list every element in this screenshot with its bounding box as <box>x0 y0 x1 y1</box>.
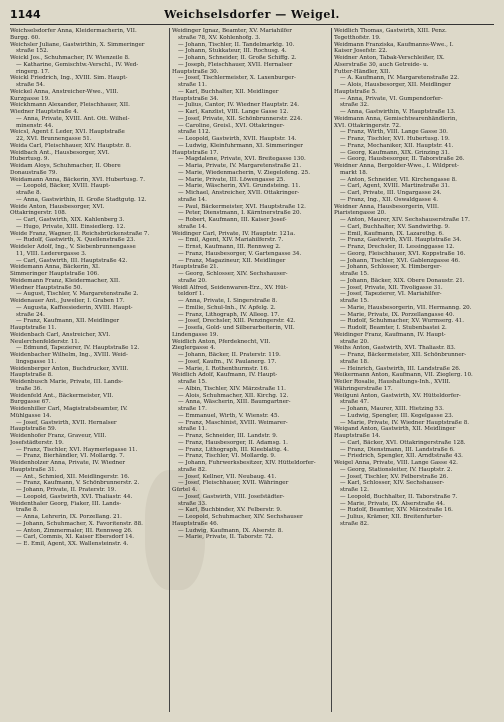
directory-entry: — Carl, Gastwirth, XIX. Kahlenberg 3. <box>16 217 125 223</box>
directory-entry: Weidlich Thomas, Gastwirth, XIII. Penz. <box>334 28 447 34</box>
directory-entry: — Emil, Agent, XIV. Mariahilferstr. 7. <box>178 237 284 244</box>
directory-entry: Weidner Anna, Hausbesorgerin, VIII. <box>334 203 439 210</box>
directory-entry: straße 14. <box>178 196 207 203</box>
directory-entry: — Franz, Kaufmann, V. Schönbrunnerstr. 2. <box>16 480 140 487</box>
directory-entry: — Johann, Bäcker, II. Praterstr. 119. <box>178 352 281 358</box>
directory-entry: Weidlich Adolf, Kaufmann, IV. Haupt- <box>172 372 278 379</box>
directory-entry: — Franz, Hausbesorger, V. Gartengasse 34. <box>178 250 302 257</box>
directory-entry: Alserstraße 30, auch Getreide- u. <box>334 61 429 68</box>
directory-entry: Weidemann Franz, Kleidermacher, XII. <box>10 277 121 284</box>
directory-entry: — Ludwig, Kleinfuhrmann, XI. Simmeringer <box>178 142 303 149</box>
directory-entry: Weidenbach Carl, Anstreicher, XVI. <box>10 331 111 338</box>
directory-entry: minenstr. 44. <box>16 122 54 129</box>
directory-entry: — Josef, Drechsler, XIII. Penzingerstr. 42. <box>178 318 296 325</box>
directory-entry: Weide Anton, Hausbesorger, XVI. <box>10 203 105 210</box>
directory-entry: Hauptstraße 17. <box>172 149 219 156</box>
directory-entry: Weidner Anton, Tabak-Verschleißer, IX. <box>334 55 445 61</box>
directory-entry: — Franz, Mechaniker, XII. Hauptstr. 41. <box>340 142 454 149</box>
directory-entry: Weidmann Anna, Gemischtwarenhändlerin, <box>334 115 458 122</box>
directory-entry: Hauptstraße 30. <box>172 68 219 75</box>
directory-entry: Weidenhiller Carl, Magistratsbeamter, IV. <box>10 406 128 412</box>
directory-entry: Hauptstraße 31. <box>10 466 57 473</box>
directory-entry: Weichselsdorfer Anna, Kleidermacherin, VII. <box>10 28 137 34</box>
directory-entry: — Marie, I. Rothenthurmstr. 16. <box>178 365 269 372</box>
directory-entry: — Caroline, Greisl., XVI. Ottakringer- <box>178 122 285 129</box>
directory-entry: — Marie, Private, II. Taborstr. 72. <box>178 534 274 541</box>
directory-entry: straße 14. <box>178 223 207 230</box>
directory-entry: Neulerchenfelderstr. 11. <box>10 338 80 345</box>
directory-entry: Zieglergasse 4. <box>172 345 216 352</box>
directory-entry: — Alois, Schuhmacher, XII. Kirchg. 12. <box>178 392 289 399</box>
directory-entry: — Johann, Private, II. Praterstr. 19. <box>16 487 117 493</box>
directory-entry: Weickel Anna, Anstreicher-Wwe., VIII. <box>10 88 119 95</box>
directory-column-1 <box>10 28 168 712</box>
directory-entry: — Franz, Bäckermeister, XII. Schönbrunner- <box>340 352 467 358</box>
directory-entry: — Franz, Bierhändler, VI. Mollardg. 7. <box>16 453 125 460</box>
directory-entry: markt 18. <box>340 169 368 176</box>
directory-entry: — Carl, Bäcker, XVI. Ottakringerstraße 128. <box>340 439 466 446</box>
directory-entry: Weida Carl, Fleischhauer, XIV. Hauptstr. 8. <box>10 142 132 149</box>
directory-entry: Weidbach Ant., Hausbesorger, XVI. <box>10 149 110 156</box>
directory-entry: Weidenberger Anton, Buchdrucker, XVIII. <box>10 365 129 372</box>
directory-entry: — E. Emil, Agent, XX. Wallensteinstr. 4. <box>16 541 129 547</box>
directory-entry: — Carl, Commis, XI. Kaiser Ebersdorf 14. <box>16 534 135 541</box>
directory-entry: — Josef, Private, XII. Tivoligasse 31. <box>340 284 443 291</box>
directory-entry: Kaiser Josefstr. 22. <box>334 48 388 55</box>
directory-entry: straße 54. <box>16 82 45 88</box>
directory-column-2 <box>172 28 330 712</box>
directory-entry: straße 24. <box>16 311 45 318</box>
directory-entry: — Georg, Schlosser, XIV. Sechshauser- <box>178 271 288 277</box>
column-rule <box>169 28 170 712</box>
directory-entry: — Johann, Schuhmacher, X. Favoritenstr. 88. <box>16 520 143 527</box>
directory-entry: — Franz, Lithograph, III. Kleeblattg. 4. <box>178 446 289 453</box>
directory-entry: Weickl Jos., Schuhmacher, IV. Wienzeile 8. <box>10 55 130 61</box>
directory-entry: — Anton, Schneider, VII. Kirchengasse 8. <box>340 176 457 183</box>
directory-entry: — Marie, Private, III. Löwengasse 25. <box>178 176 286 183</box>
directory-entry: Burggasse 67. <box>10 399 51 406</box>
directory-entry: Weidam Aloys, Schuhmacher, II. Obere <box>10 163 121 169</box>
directory-entry: — Josef, Private, XII. Schönbrunnerstr. 224. <box>178 115 303 122</box>
directory-entry: — Johann, Bäcker, XIX. Obere Donaustr. 21. <box>340 277 465 284</box>
directory-column-3 <box>334 28 494 712</box>
directory-entry: — Katharine, Gemischtw.-Verschl., IV. Wed- <box>16 61 139 68</box>
directory-entry: — Johann, Schneider, II. Große Schiffg. 2. <box>178 55 297 61</box>
directory-entry: — Georg, Hausbesorger, II. Taborstraße 26. <box>340 156 465 163</box>
directory-entry: Weidenholzer Anna, Private, IV. Wiedner <box>10 460 126 466</box>
directory-entry: Währingerstraße 17. <box>334 385 393 392</box>
directory-entry: traße 8. <box>16 507 39 514</box>
directory-entry: lingsgasse 11. <box>16 358 57 365</box>
directory-entry: Hauptstraße 34. <box>172 95 219 102</box>
directory-entry: Lindengasse 19. <box>172 331 219 338</box>
directory-entry: — Josef, Tischler, XV. Felberstraße 26. <box>340 473 449 480</box>
directory-entry: ringerg. 17. <box>16 68 50 75</box>
directory-entry: — Georg, Fleischhauer, XVI. Koppstraße 16. <box>340 250 466 257</box>
directory-entry: — Peter, Dienstmann, I. Kärntnerstraße 20. <box>178 210 302 217</box>
directory-entry: — Magdalene, Private, XVI. Breitegasse 130. <box>178 156 306 163</box>
directory-entry: Hubertusg. 9. <box>10 156 50 163</box>
directory-entry: — Josef, Gastwirth, VIII. Josefstädter- <box>178 493 285 500</box>
directory-entry: Weidenbusch Marie, Private, III. Lands- <box>10 379 123 385</box>
directory-entry: straße 11. <box>178 426 207 433</box>
directory-entry: — Emilie, Schul-Inh., IV. Apfelg. 2. <box>178 304 276 311</box>
directory-entry: — Johann, Schlosser, X. Himberger- <box>340 264 442 271</box>
directory-entry: Weidinger Ignaz, Beamter, XV. Mariahilfer <box>172 28 292 34</box>
directory-entry: — Marie, Private, IV. Wiedner Hauptstraße 8. <box>340 419 470 426</box>
directory-entry: Burgg. 60. <box>10 34 41 41</box>
directory-entry: straße 20. <box>340 338 369 345</box>
directory-entry: — Josef, Tapezierer, VI. Mariahilfer- <box>340 291 442 298</box>
directory-entry: straße 82. <box>178 466 207 473</box>
directory-entry: — August, Tischler, V. Margaretenstraße 2. <box>16 291 139 298</box>
directory-entry: — Leopold, Gastwirth, XVI. Thaliastr. 44. <box>16 493 133 500</box>
directory-entry: Hauptstraße 46. <box>172 520 219 527</box>
page-header <box>10 8 494 25</box>
directory-entry: Weichsler Juliane, Gastwirthin, X. Simmeringer <box>10 41 145 48</box>
directory-entry: straße 11. <box>178 82 207 88</box>
directory-entry: — Carl, Agent, XVIII. Martinstraße 31. <box>340 183 450 190</box>
directory-entry: — Leopold, Schuhmacher, XIV. Sechshauser <box>178 514 303 520</box>
directory-entry: — Carl, Gastwirth, III. Hauptstraße 42. <box>16 257 128 264</box>
directory-entry: — Emil, Kaufmann, IX. Lazarethg. 6. <box>340 230 444 237</box>
directory-entry: — Carl, Buchhalter, XV. Sandwirthg. 9. <box>340 223 450 230</box>
directory-entry: — Georg, Stationsleiter, IV. Hauptstr. 2. <box>340 466 453 473</box>
directory-entry: Kurzgasse 19. <box>10 95 50 102</box>
directory-entry: — Johann, Tischler, II. Tandelmarktg. 10. <box>178 41 295 48</box>
directory-entry: Mühlgasse 14. <box>10 412 52 419</box>
directory-entry: straße 112. <box>178 129 211 136</box>
directory-entry: Weidemann Anna, Bäckerin, XI. <box>10 264 100 271</box>
directory-entry: — Josef, Fleischhauer, XVII. Währinger <box>178 480 289 487</box>
directory-entry: — Anna, Private, I. Singerstraße 8. <box>178 298 278 304</box>
directory-entry: Tegetthofstr. 19. <box>334 34 381 41</box>
directory-entry: — Josef, Tischlermeister, X. Laxenburger- <box>178 75 296 82</box>
directory-entry: straße 152. <box>16 48 49 55</box>
directory-entry: — Johann, Stukkateur, III. Rochusg. 4. <box>178 48 287 55</box>
directory-entry: Weidenbacher Wilhelm, Ing., XVIII. Weid- <box>10 352 128 358</box>
directory-entry: — Marie, Hausbesorgerin, VII. Hermanng. 20. <box>340 304 472 311</box>
directory-entry: — Josef, Kaufm., IV. Paulanerg. 17. <box>178 358 277 365</box>
directory-entry: — Johann, Maurer, XIII. Hietzing 53. <box>340 406 444 412</box>
running-head: Weichselsdorfer — Weigel. <box>164 8 340 21</box>
directory-entry: — Hugo, Private, XIII. Einsiedlerg. 12. <box>16 223 126 230</box>
directory-entry: 22, XVI. Brunnengasse 51. <box>16 136 92 142</box>
directory-entry: Piaristengasse 20. <box>334 210 387 217</box>
directory-entry: Weidlich Anton, Pferdeknecht, VII. <box>172 338 271 345</box>
directory-entry: Weicsl, Agent f. Leder, XVI. Hauptstraße <box>10 129 125 136</box>
directory-entry: — Johann, Fuhrwerksbesitzer, XIV. Hütteldorfer- <box>178 460 316 466</box>
directory-entry: — Emmanuel, Wirth, V. Wienstr. 45. <box>178 412 280 419</box>
directory-entry: Weideler Adolf, Ing., V. Siebenbrunnengasse <box>10 244 136 250</box>
directory-entry: — Friedrich, Spengler, XII. Arndtstraße 43. <box>340 453 463 460</box>
directory-entry: — Franz, Magazineur, XII. Meidlinger <box>178 257 286 264</box>
directory-entry: — Leopold, Gastwirth, XVII. Hauptstr. 14. <box>178 136 297 142</box>
directory-entry: — Anna, Lehrerin, IX. Porzellang. 21. <box>16 514 122 520</box>
directory-entry: — Rudolf, Beamter, XIV. Märzstraße 16. <box>340 507 453 514</box>
directory-entry: — Karl, Schlosser, XIV. Sechshauser- <box>340 480 445 487</box>
directory-entry: Weigel Anna, Private, VIII. Lange Gasse 42. <box>334 460 458 466</box>
directory-entry: Hauptstraße 14. <box>334 433 381 439</box>
directory-entry: — Anton, Zimmermaler, III. Rennweg 26. <box>16 527 133 534</box>
directory-entry: straße 12. <box>340 487 369 493</box>
directory-entry: — Marie, Wäscherin, XVI. Grundsteing. 11. <box>178 183 301 190</box>
directory-entry: — Franz, Lithograph, IV. Alleeg. 17. <box>178 311 280 318</box>
directory-entry: Hauptstraße 8. <box>10 372 53 379</box>
directory-entry: Simmeringer Hauptstraße 106. <box>10 271 100 277</box>
directory-entry: straße 32. <box>340 102 369 109</box>
directory-entry: straße 33. <box>178 500 207 507</box>
directory-entry: — Franz, Gastwirth, XVII. Hauptstraße 34. <box>340 237 462 244</box>
directory-entry: — Albin, Tischler, XIV. Märzstraße 11. <box>178 385 286 392</box>
directory-entry: Weidl Alfred, Seidenwaren-Erz., XV. Hüt- <box>172 284 288 291</box>
directory-entry: — Franz, Kaufmann, XII. Meidlinger <box>16 318 120 325</box>
directory-entry: — Alois, Hausbesorger, XII. Meidlinger <box>340 82 451 88</box>
directory-entry: straße 15. <box>340 298 369 304</box>
directory-entry: — Johann, Tischler, XVI. Gablenzgasse 46. <box>340 257 460 264</box>
directory-entry: — Marie, Wiedenmacherin, V. Ziegelofeng. 25. <box>178 169 310 176</box>
directory-entry: — Franz, Dienstmann, III. Landstraße 6. <box>340 446 455 453</box>
directory-entry: Weidenfeld Ant., Bäckermeister, VII. <box>10 392 114 399</box>
directory-entry: teldorf 1. <box>178 291 205 298</box>
directory-entry: — Ludwig, Kaufmann, IX. Alserstr. 8. <box>178 527 284 534</box>
page-number: 1144 <box>10 8 41 21</box>
directory-entry: — Anna, Private, VI. Gumpendorfer- <box>340 95 443 102</box>
directory-entry: Weidenauer Ant., Juwelier, I. Graben 17. <box>10 298 125 304</box>
directory-entry: — Paul, Bäckermeister, XVI. Hauptstraße 12. <box>178 203 306 210</box>
directory-entry: straße 20. <box>178 277 207 284</box>
directory-entry: Weickl Friedrich, Ing., XVIII. Sim. Haupt- <box>10 75 128 82</box>
directory-entry: Weidinger Carl, Private, IV. Hauptstr. 121a. <box>172 230 296 237</box>
directory-entry: — Karl, Buchhalter, XII. Meidlinger <box>178 88 279 95</box>
directory-entry: Hauptstraße 5. <box>334 88 377 95</box>
directory-entry: — Ludwig, Spengler, III. Kegelgasse 23. <box>340 412 454 419</box>
directory-entry: — Joseph, Fleischhauer, XVII. Hernalser <box>178 61 293 68</box>
directory-entry: — Julius, Krämer, XII. Breitenfurter- <box>340 514 443 520</box>
directory-entry: Weikermann Anton, Kaufmann, VII. Zieglerg. 10. <box>334 372 473 379</box>
directory-entry: Ottakringerstr. 108. <box>10 210 67 217</box>
directory-entry: straße 18. <box>340 358 369 365</box>
directory-entry: — Rudolf, Gastwirth, X. Quellenstraße 23. <box>16 237 136 244</box>
directory-entry: — Anna, Gastwirthin, V. Hauptstraße 13. <box>340 109 456 115</box>
directory-entry: — Maria, Private, IV. Margaretenstraße 21. <box>178 163 302 169</box>
directory-entry: — Karl, Buchbinder, XV. Felberstr. 9. <box>178 507 282 514</box>
directory-entry: — Anna, Gastwirthin, II. Große Stadtgutg. 12. <box>16 196 147 203</box>
directory-entry: Josefstädterstr. 19. <box>10 439 64 446</box>
directory-entry: XVI. Ottakringerstr. 72. <box>334 122 401 129</box>
directory-entry: Weide Franz, Wagner, II. Reichsbrückenstraße 7. <box>10 230 150 237</box>
directory-entry: straße 82. <box>340 520 369 527</box>
directory-entry: Donaustraße 79. <box>10 169 58 176</box>
directory-entry: straße 15. <box>178 379 207 385</box>
directory-entry: — Julius, Cantor, IV. Wiedner Hauptstr. 24. <box>178 102 300 109</box>
directory-entry: straße 17. <box>178 406 207 412</box>
directory-entry: Weilguni Anton, Gastwirth, XV. Hütteldorfer- <box>334 392 461 399</box>
directory-entry: — Josef, Kellner, VII. Neubaug. 41. <box>178 473 277 480</box>
directory-entry: — Josefa, Gold- und Silberarbeiterin, VII. <box>178 325 295 331</box>
directory-entry: Weiler Rosalie, Haushaltungs-Inh., XVIII. <box>334 379 451 385</box>
directory-entry: traße 36. <box>16 385 42 392</box>
directory-entry: straße 78, XV. Kohlenhofg. 3. <box>178 34 261 41</box>
directory-entry: straße 8. <box>16 190 42 196</box>
directory-entry: Weidinger Franz, Kaufmann, IV. Haupt- <box>334 331 446 338</box>
directory-entry: — Ant., Schmied, XII. Meidlingerstr. 16. <box>16 473 130 480</box>
directory-entry: — Anna, Private, XVIII. Ant. Ott. Wilhel- <box>16 115 130 122</box>
directory-entry: Hauptstraße 11. <box>10 325 57 331</box>
directory-entry: — Leopold, Buchhalter, II. Taborstraße 7. <box>340 493 458 500</box>
directory-entry: straße 15. <box>340 271 369 277</box>
directory-entry: — Carl, Private, III. Ungargasse 24. <box>340 190 442 196</box>
directory-entry: — Georg, Kaufmann, XIX. Grinzing 31. <box>340 149 450 156</box>
directory-entry: — A. Kaufmann, IV. Margaretenstraße 22. <box>340 75 460 82</box>
column-rule <box>331 28 332 712</box>
directory-entry: Hauptstraße 59. <box>10 426 57 433</box>
directory-entry: — Rudolf, Schuhmacher, XV. Wurmserg. 41. <box>340 318 465 325</box>
directory-entry: Weidamann Anna, Bäckerin, XVI. Hubertusg. 7. <box>10 176 145 183</box>
directory-entry: Wiedner Hauptstraße 4. <box>10 109 79 115</box>
directory-entry: — Franz, Drechsler, II. Lessinggasse 12. <box>340 244 455 250</box>
directory-entry: Weidner Anna, Bergolder-Wwe., I. Wildpret- <box>334 163 459 169</box>
directory-entry: — Heinrich, Gastwirth, III. Landstraße 26. <box>340 365 461 372</box>
directory-entry: 11, VIII. Lederergasse 3. <box>16 250 87 257</box>
directory-entry: Gürtel 4. <box>172 487 198 493</box>
directory-entry: Weidmann Franziska, Kaufmanns-Wwe., I. <box>334 41 454 48</box>
directory-entry: Futter-Händler, XII. <box>334 68 391 75</box>
directory-entry: Hauptstraße 21. <box>172 264 219 271</box>
directory-entry: Wiedner Hauptstraße 50. <box>10 284 83 291</box>
directory-entry: — Franz, Maschinist, XVIII. Weimarer- <box>178 419 288 426</box>
directory-entry: — Franz, Hausbesorger, II. Adamsg. 1. <box>178 439 288 446</box>
directory-entry: — Franz, Schneider, III. Landstr. 9. <box>178 433 278 439</box>
directory-entry: — Franz, Ing., XII. Oswaldgasse 4. <box>340 196 439 203</box>
directory-entry: — Ernst, Kaufmann, III. Rennweg 2. <box>178 244 281 250</box>
directory-entry: — Edmund, Tapezierer, IV. Hauptstraße 12. <box>16 345 140 352</box>
directory-entry: Weickhmann Alexander, Fleischhauer, XII. <box>10 102 130 109</box>
directory-entry: Weidenhofer Franz, Graveur, VIII. <box>10 433 107 439</box>
directory-entry: — Robert, Kaufmann, III. Kaiser Josef- <box>178 217 287 223</box>
directory-entry: Weihs Anton, Gastwirth, XVI. Thaliastr. 83. <box>334 345 456 352</box>
directory-entry: — Josef, Gastwirth, XVII. Hernalser <box>16 419 117 426</box>
directory-entry: — Franz, Wirth, VIII. Lange Gasse 30. <box>340 129 448 136</box>
directory-entry: — Anna, Wäscherin, XIII. Baumgartner- <box>178 399 291 406</box>
directory-entry: — Rudolf, Beamter, I. Stubenbastei 2. <box>340 325 447 331</box>
directory-entry: — Marie, Private, IX. Porzellangasse 40. <box>340 311 455 318</box>
directory-entry: — Augusta, Kaffeesiederin, XVIII. Haupt- <box>16 304 133 311</box>
directory-entry: — Franz, Tischler, VI. Mollardg. 9. <box>178 453 276 460</box>
directory-entry: — Michael, Anstreicher, XVII. Ottakringer- <box>178 190 300 196</box>
directory-entry: Weidenthaler Georg, Fiaker, III. Lands- <box>10 500 122 507</box>
directory-entry: — Leopold, Bäcker, XVIII. Haupt- <box>16 183 111 190</box>
directory-entry: straße 47. <box>340 399 369 406</box>
directory-entry: — Franz, Tischler, XVI. Haymerlegasse 11. <box>16 446 138 453</box>
directory-entry: — Anton, Maurer, XIV. Sechshauserstraße 17. <box>340 217 470 223</box>
directory-entry: — Marie, Private, IX. Alserstraße 44. <box>340 500 445 507</box>
directory-entry: Weigand Anton, Gastwirth, XII. Meidlinger <box>334 426 456 433</box>
directory-entry: — Franz, Tischler, XVI. Hubertusg. 19. <box>340 136 450 142</box>
directory-entry: — Karl, Kanzlist, VIII. Lange Gasse 12. <box>178 109 289 115</box>
